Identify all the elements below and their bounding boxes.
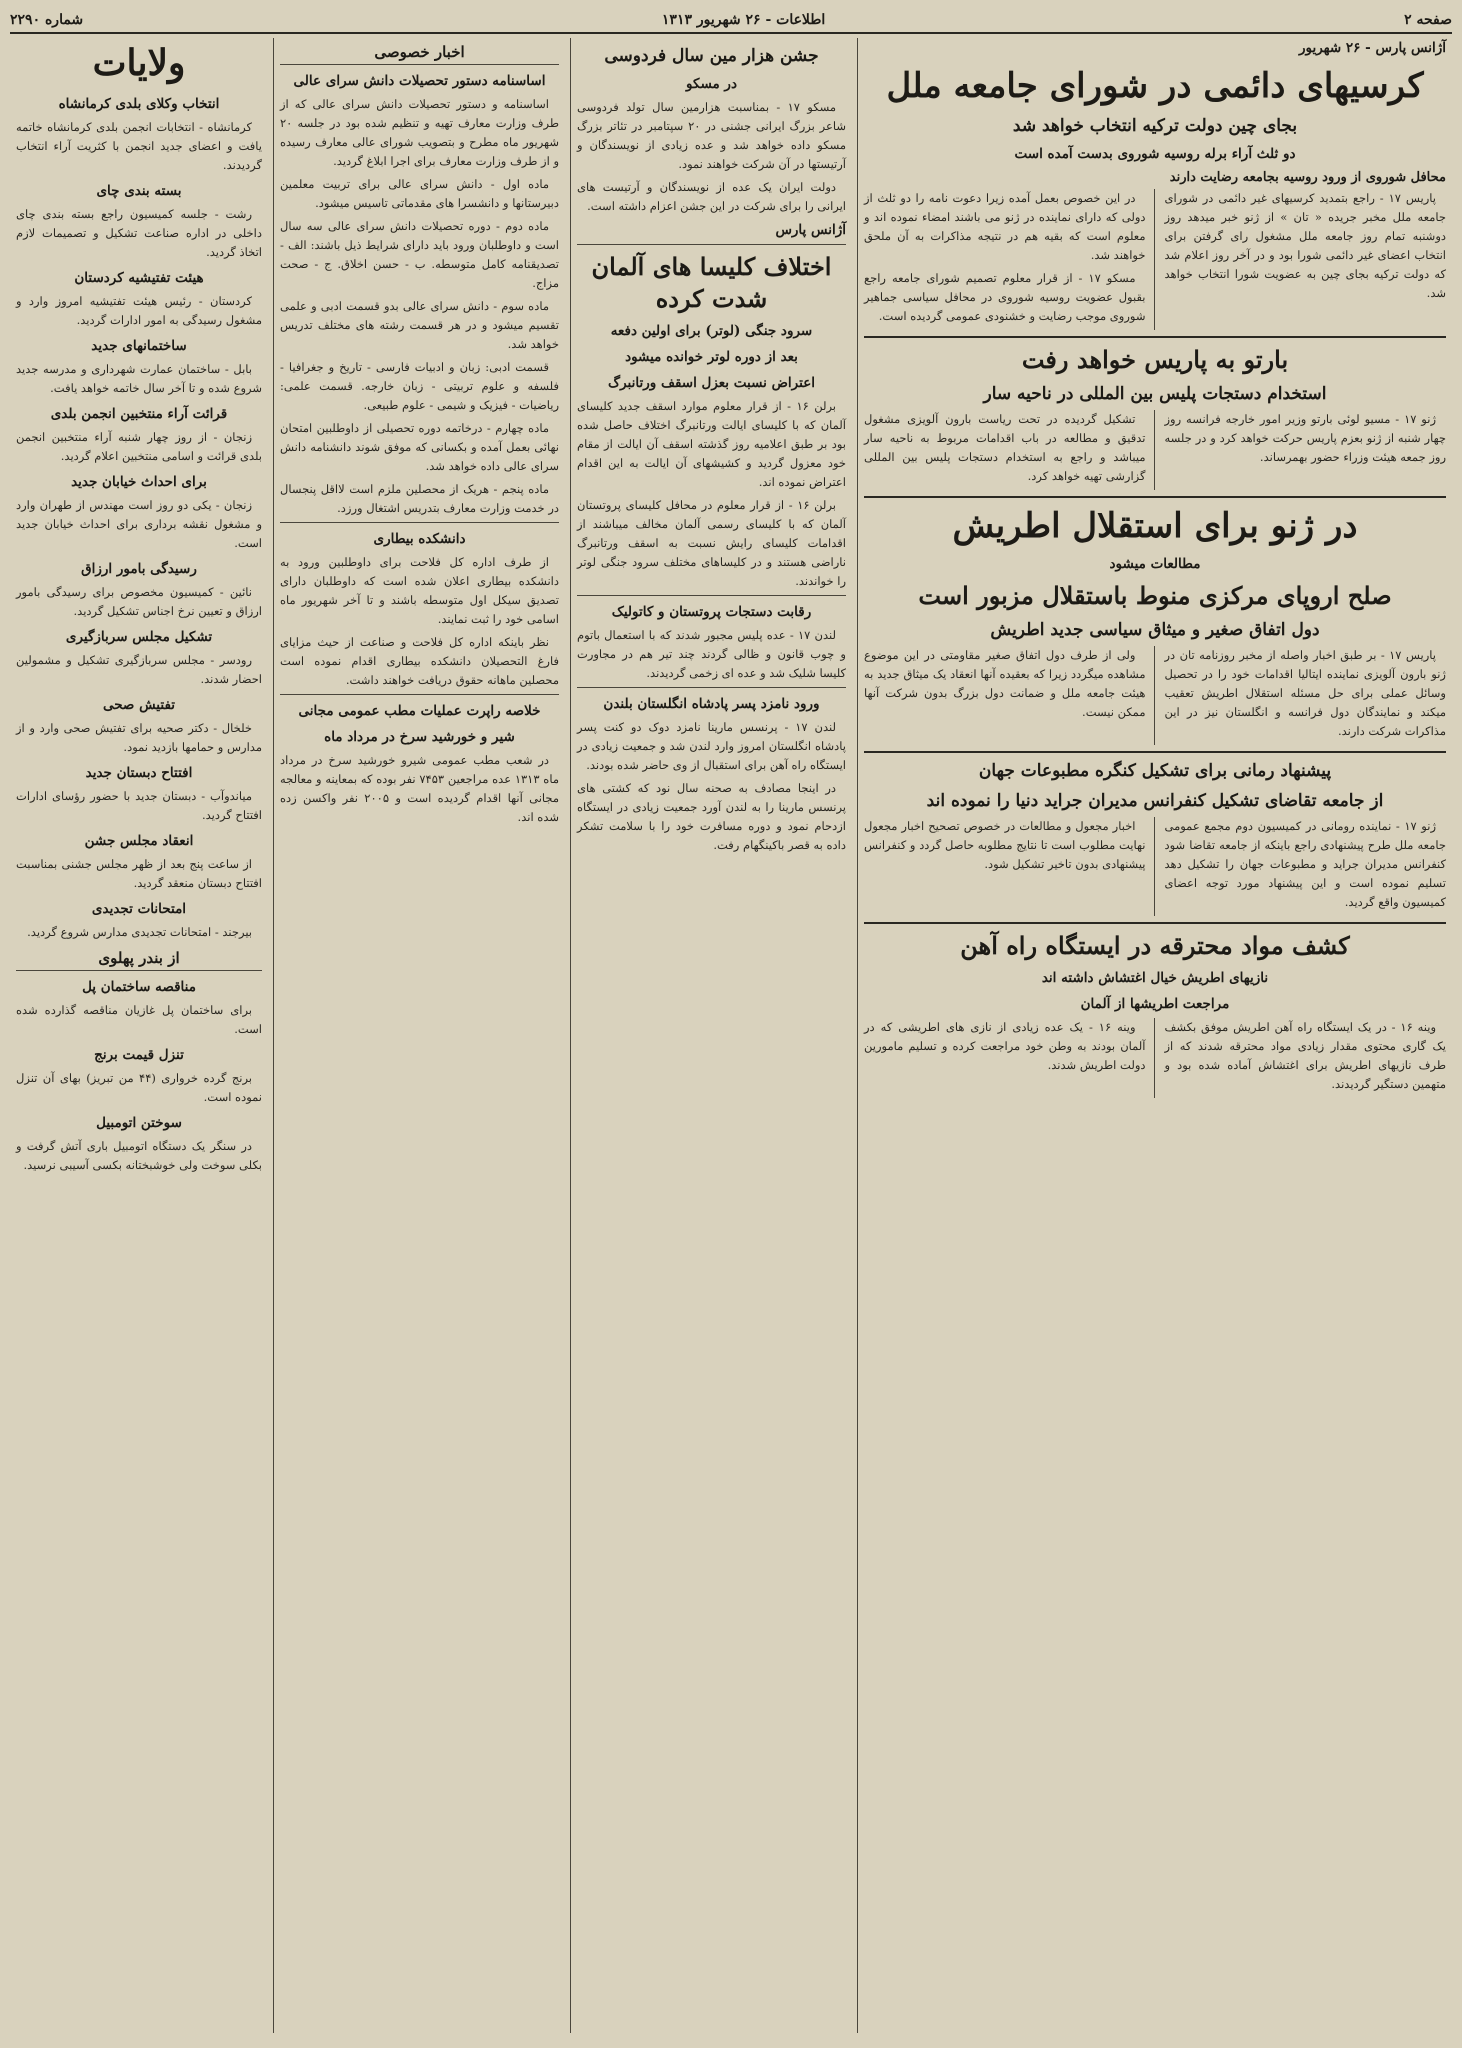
sub-turkey: بجای چین دولت ترکیه انتخاب خواهد شد [1012, 116, 1298, 136]
two-col-block-3 [864, 646, 1446, 745]
article-paragraph: وینه ۱۶ - در یک ایستگاه راه آهن اطریش موفق بکشف یک گاری محتوی مقدار زیادی مواد محترقه شدند که از طرف نازیهای اطریش برای اغتشاش آماده شده بود و متهمین دستگیر گردیدند. [1164, 1020, 1446, 1091]
article-paragraph: در شعب مطب عمومی شیرو خورشید سرخ در مرداد ماه ۱۳۱۳ عده مراجعین ۷۴۵۳ نفر بوده که بمعاینه و معالجه مجانی آنها اقدام گردیده است و ۲۰۰۵ نفر واکسن زده شده اند. [280, 753, 559, 824]
sub-protest: اعتراض نسبت بعزل اسقف ورتانبرگ [608, 375, 815, 391]
issue-number: شماره ۲۲۹۰ [10, 12, 84, 28]
page-number: صفحه ۲ [1404, 12, 1452, 28]
article-paragraph: قسمت ادبی: زبان و ادبیات فارسی - تاریخ و جغرافیا - فلسفه و علوم تربیتی - زبان خارجه. قسمت علمی: ریاضیات - فیزیک و شیمی - علوم طبیعی. [280, 360, 559, 412]
section-bandar-pahlavi: از بندر پهلوی [16, 946, 262, 971]
article-paragraph: اخبار مجعول و مطالعات در خصوص تصحیح اخبار مجعول نهایت مطلوب است تا نتایج مطلوبه حاصل گردد و کنفرانس پیشنهادی بدون تاخیر تشکیل شود. [864, 819, 1146, 871]
col-provinces [10, 38, 268, 2033]
headline-barthou: بارتو به پاریس خواهد رفت [1021, 345, 1289, 374]
article-paragraph: ماده سوم - دانش سرای عالی بدو قسمت ادبی و علمی تقسیم میشود و در هر قسمت رشته های مختلف تدریس خواهد شد. [280, 299, 559, 351]
two-col-block-4 [864, 817, 1446, 916]
article-paragraph: از ساعت پنج بعد از ظهر مجلس جشنی بمناسبت افتتاح دبستان منعقد گردید. [16, 857, 262, 890]
article-paragraph: از طرف اداره کل فلاحت برای داوطلبین ورود به دانشکده بیطاری اعلان شده است که داوطلبان دارای تصدیق سیکل اول متوسطه باشند و تا آخر شهریور ماه اسامی خود را ثبت نمایند. [280, 555, 559, 626]
sub-studies: مطالعات میشود [1109, 556, 1201, 572]
headline-red-lion: خلاصه راپرت عملیات مطب عمومی مجانی [298, 703, 541, 719]
article-paragraph: نائین - کمیسیون مخصوص برای رسیدگی بامور ارزاق و تعیین نرخ اجناس تشکیل گردید. [16, 585, 262, 618]
sub-nazis: نازیهای اطریش خیال اغتشاش داشته اند [1041, 970, 1269, 986]
headline-buildings: ساختمانهای جدید [91, 338, 187, 354]
two-col-block-5 [864, 1018, 1446, 1098]
section-provinces: ولایات [92, 42, 186, 84]
article-paragraph: بابل - ساختمان عمارت شهرداری و مدرسه جدید شروع شده و تا آخر سال خاتمه خواهد یافت. [16, 362, 262, 395]
col-ferdowsi-churches [570, 38, 852, 2033]
section-special-news: اخبار خصوصی [280, 40, 559, 65]
headline-league-seats: کرسیهای دائمی در شورای جامعه ملل [886, 66, 1424, 106]
article-paragraph: ژنو ۱۷ - نماینده رومانی در کمیسیون دوم مجمع عمومی جامعه ملل طرح پیشنهادی راجع باینکه از جامعه تقاضا شود کنفرانس مدیران جراید و مطبوعات جهان را تشکیل دهد تسلیم نموده است و این پیشنهاد مورد توجه اعضای کمیسیون واقع گردید. [1164, 819, 1446, 909]
article-paragraph: در این خصوص بعمل آمده زیرا دعوت نامه را دو ثلث از دولی که دارای نماینده در ژنو می باشند امضاء نموده اند و معلوم است که بقیه هم در نتیجه مذاکرات به آن ملحق خواهند شد. [864, 191, 1146, 262]
two-col-block-2 [864, 410, 1446, 490]
article-paragraph: مسکو ۱۷ - بمناسبت هزارمین سال تولد فردوسی شاعر بزرگ ایرانی جشنی در ۲۰ سپتامبر در تئاتر بزرگ مسکو داده خواهد شد و عده زیادی از نویسندگان و آرتیستها در آن شرکت خواهند نمود. [577, 100, 846, 171]
headline-tea: بسته بندی چای [96, 183, 182, 199]
headline-veterinary: دانشکده بیطاری [373, 531, 466, 547]
article-paragraph: دولت ایران یک عده از نویسندگان و آرتیست های ایرانی را برای شرکت در این جشن اعزام داشته است. [577, 180, 846, 213]
article-paragraph: نظر باینکه اداره کل فلاحت و صناعت از حیث مزایای فارغ التحصیلان دانشکده بیطاری اقدام نموده است محصلین ماهانه حقوق دریافت خواهند داشت. [280, 635, 559, 687]
article-paragraph: رودسر - مجلس سربازگیری تشکیل و مشمولین احضار شدند. [16, 653, 262, 686]
headline-bridge: مناقصه ساختمان پل [82, 979, 196, 995]
article-paragraph: پاریس ۱۷ - راجع بتمدید کرسیهای غیر دائمی در شورای جامعه ملل مخبر جریده « تان » از ژنو خبر میدهد روز دوشنبه تمام روز جامعه ملل مشغول رای گرفتن برای انتخاب اعضای غیر دائمی شورا بود و در آخر روز اعلام شد که دولت ترکیه بجای چین به عضویت شورا انتخاب خواهد شد. [1164, 191, 1446, 300]
headline-provisions: رسیدگی بامور ارزاق [81, 561, 197, 577]
sub-press-conference: از جامعه تقاضای تشکیل کنفرانس مدیران جراید دنیا را نموده اند [926, 791, 1384, 811]
article-paragraph: ماده پنجم - هریک از محصلین ملزم است لااقل پنجسال در خدمت وزارت معارف بتدریس اشتغال ورزد. [280, 482, 559, 515]
article-paragraph: برلن ۱۶ - از قرار معلوم در محافل کلیسای پروتستان آلمان که با کلیسای رسمی آلمان مخالف میباشند از اقدامات کلیسای رایش نسبت به اسقف ورتانبرگ ناراضی هستند و در کلیساهای مختلف سرود جنگی لوتر را خواندند. [577, 498, 846, 588]
headline-rivalry: رقابت دستجات پروتستان و کاتولیک [611, 604, 812, 620]
article-paragraph: میاندوآب - دبستان جدید با حضور رؤسای ادارات افتتاح گردید. [16, 789, 262, 822]
headline-explosives: کشف مواد محترقه در ایستگاه راه آهن [960, 931, 1350, 960]
place-moscow: در مسکو [686, 76, 737, 92]
headline-ferdowsi: جشن هزار مین سال فردوسی [604, 46, 819, 66]
headline-press-congress: پیشنهاد رمانی برای تشکیل کنگره مطبوعات جهان [978, 761, 1332, 781]
headline-rice: تنزل قیمت برنج [94, 1047, 184, 1063]
headline-princess: ورود نامزد پسر پادشاه انگلستان بلندن [603, 696, 820, 712]
sub-central-europe: صلح اروپای مرکزی منوط باستقلال مزبور است [918, 581, 1392, 610]
article-paragraph: برنج گرده خرواری (۴۴ من تبریز) بهای آن تنزل نموده است. [16, 1071, 262, 1104]
article-paragraph: برلن ۱۶ - از قرار معلوم موارد اسقف جدید کلیسای آلمان که با کلیسای ایالت ورتانبرگ اختلاف حاصل شده بود بر طبق اعلامیه روز گذشته اسقف آن ایالت از مقام خود معزول گردید و کشیشهای آن ایالت به این اقدام اعتراض نموده اند. [577, 399, 846, 489]
paper-date: اطلاعات - ۲۶ شهریور ۱۳۱۳ [661, 12, 826, 28]
article-paragraph: وینه ۱۶ - یک عده زیادی از نازی های اطریشی که در آلمان بودند به وطن خود مراجعت کرده و تسلیم مامورین دولت اطریش شدند. [864, 1020, 1146, 1072]
article-paragraph: کرمانشاه - انتخابات انجمن بلدی کرمانشاه خاتمه یافت و اعضای جدید انجمن با کثریت آراء انتخاب گردیدند. [16, 120, 262, 172]
article-paragraph: مسکو ۱۷ - از قرار معلوم تصمیم شورای جامعه راجع بقبول عضویت روسیه شوروی در محافل سیاسی جماهیر شوروی موجب رضایت و خشنودی عمومی گردیده است. [864, 271, 1146, 323]
newspaper-page [10, 8, 1452, 2040]
masthead [10, 8, 1452, 34]
article-paragraph: زنجان - یکی دو روز است مهندس از طهران وارد و مشغول نقشه برداری برای احداث خیابان جدید است. [16, 498, 262, 550]
article-paragraph: بیرجند - امتحانات تجدیدی مدارس شروع گردید. [27, 925, 252, 939]
headline-celebration: انعقاد مجلس جشن [84, 833, 194, 849]
headline-conscription: تشکیل مجلس سربازگیری [65, 629, 213, 645]
headline-health: تفتیش صحی [102, 697, 176, 713]
sub-luther-era: بعد از دوره لوتر خوانده میشود [625, 349, 798, 365]
headline-votes: قرائت آراء منتخبین انجمن بلدی [50, 406, 228, 422]
sub-return: مراجعت اطریشها از آلمان [1080, 996, 1230, 1012]
credit-pars: آژانس پارس [775, 222, 846, 238]
col-foreign-news [857, 38, 1452, 2033]
article-paragraph: ماده اول - دانش سرای عالی برای تربیت معلمین دبیرستانها و دانشسرا های مقدماتی تاسیس میشود. [280, 177, 559, 210]
lede-soviet: محافل شوروی از ورود روسیه بجامعه رضایت دارند [1169, 170, 1446, 185]
headline-kermanshah: انتخاب وکلای بلدی کرمانشاه [58, 96, 220, 112]
headline-teachers-college: اساسنامه دستور تحصیلات دانش سرای عالی [293, 73, 546, 89]
article-paragraph: ژنو ۱۷ - مسیو لوئی بارتو وزیر امور خارجه فرانسه روز چهار شنبه از ژنو بعزم پاریس حرکت خواهد کرد و در جلسه روز جمعه هیئت وزراء حضور بهمرساند. [1164, 412, 1446, 464]
col-special-news [273, 38, 565, 2033]
headline-car-fire: سوختن اتومبیل [96, 1115, 182, 1131]
article-paragraph: کردستان - رئیس هیئت تفتیشیه امروز وارد و مشغول رسیدگی به امور ادارات گردید. [16, 294, 262, 327]
article-paragraph: در سنگر یک دستگاه اتومبیل باری آتش گرفت و بکلی سوخت ولی خوشبختانه بکسی آسیبی نرسید. [16, 1139, 262, 1172]
article-paragraph: پاریس ۱۷ - بر طبق اخبار واصله از مخبر روزنامه تان در ژنو بارون آلویزی نماینده ایتالیا اقدامات خود را در تحصیل وسائل عملی برای حل مسئله استقلال اطریش تعقیب میکند و نمایندگان دول فرانسه و انگلستان نیز در این مذاکرات شرکت دارند. [1164, 648, 1446, 738]
sub-luther-song: سرود جنگی (لوتر) برای اولین دفعه [610, 323, 813, 339]
headline-churches: اختلاف کلیسا های آلمان شدت کرده [591, 252, 832, 313]
headline-street: برای احداث خیابان جدید [71, 474, 207, 490]
article-paragraph: زنجان - از روز چهار شنبه آراء منتخبین انجمن بلدی قرائت و اسامی منتخبین اعلام گردید. [16, 430, 262, 463]
dateline: آژانس پارس - ۲۶ شهریور [1298, 40, 1446, 56]
article-paragraph: رشت - جلسه کمیسیون راجع بسته بندی چای داخلی در اداره صناعت تشکیل و تصمیمات لازم اتخاذ گردید. [16, 207, 262, 259]
article-paragraph: ماده چهارم - درخاتمه دوره تحصیلی از داوطلبین امتحان نهائی بعمل آمده و بکسانی که موفق شوند دانشنامه دانش سرای عالی داده خواهد شد. [280, 421, 559, 473]
article-paragraph: ولی از طرف دول اتفاق صغیر مقاومتی در این موضوع مشاهده میگردد زیرا که بعقیده آنها انعقاد یک میثاق جدید به هیئت جامعه ملل و ضمانت دول بزرگ بدون شرکت آنها ممکن نیست. [864, 648, 1146, 719]
article-paragraph: خلخال - دکتر صحیه برای تفتیش صحی وارد و از مدارس و حمامها بازدید نمود. [16, 721, 262, 754]
headline-exams: امتحانات تجدیدی [91, 901, 187, 917]
headline-austria: در ژنو برای استقلال اطریش [952, 506, 1358, 546]
article-paragraph: تشکیل گردیده در تحت ریاست بارون آلویزی مشغول تدقیق و مطالعه در باب اقدامات مربوط به ناحیه سار میباشد و راجع به استخدام دستجات پلیس بین المللی گزارشی تهیه خواهد کرد. [864, 412, 1146, 483]
article-paragraph: در اینجا مصادف به صحنه سال نود که کشتی های پرنسس مارینا را به لندن آورد جمعیت زیادی در ایستگاه ازدحام نمود و دوره مسافرت خود را با سلامت تشکر داده به قصر باکینگهام رفت. [577, 781, 846, 852]
article-paragraph: اساسنامه و دستور تحصیلات دانش سرای عالی که از طرف وزارت معارف تهیه و تنظیم شده بود در جلسه ۲۰ شهریور ماه مطرح و بتصویب شورای عالی معارف رسیده و از طرف وزارت معارف برای اجرا ابلاغ گردید. [280, 97, 559, 168]
sub-red-lion: شیر و خورشید سرخ در مرداد ماه [324, 729, 515, 745]
article-paragraph: لندن ۱۷ - پرنسس مارینا نامزد دوک دو کنت پسر پادشاه انگلستان امروز وارد لندن شد و جمعیت زیادی در ایستگاه راه آهن برای استقبال از وی حاضر شده بودند. [577, 720, 846, 772]
article-paragraph: برای ساختمان پل غازیان مناقصه گذارده شده است. [16, 1003, 262, 1036]
headline-kurdistan: هیئت تفتیشیه کردستان [74, 270, 204, 286]
sub-little-entente: دول اتفاق صغیر و میثاق سیاسی جدید اطریش [990, 620, 1320, 640]
two-col-block-1 [864, 189, 1446, 330]
article-paragraph: ماده دوم - دوره تحصیلات دانش سرای عالی سه سال است و داوطلبان ورود باید دارای شرایط ذیل باشند: الف - تصدیقنامه کامل متوسطه. ب - حسن اخلاق. ج - صحت مزاج. [280, 219, 559, 290]
article-paragraph: لندن ۱۷ - عده پلیس مجبور شدند که با استعمال باتوم و چوب قانون و ظالی گردند چند تیر هم در مجاورت کلیسا شلیک شد و عده ای زخمی گردیدند. [577, 628, 846, 680]
headline-school: افتتاح دبستان جدید [85, 765, 193, 781]
sub-saar: استخدام دستجات پلیس بین المللی در ناحیه سار [983, 384, 1327, 404]
sub-soviet: دو ثلث آراء برله روسیه شوروی بدست آمده است [1014, 146, 1296, 162]
